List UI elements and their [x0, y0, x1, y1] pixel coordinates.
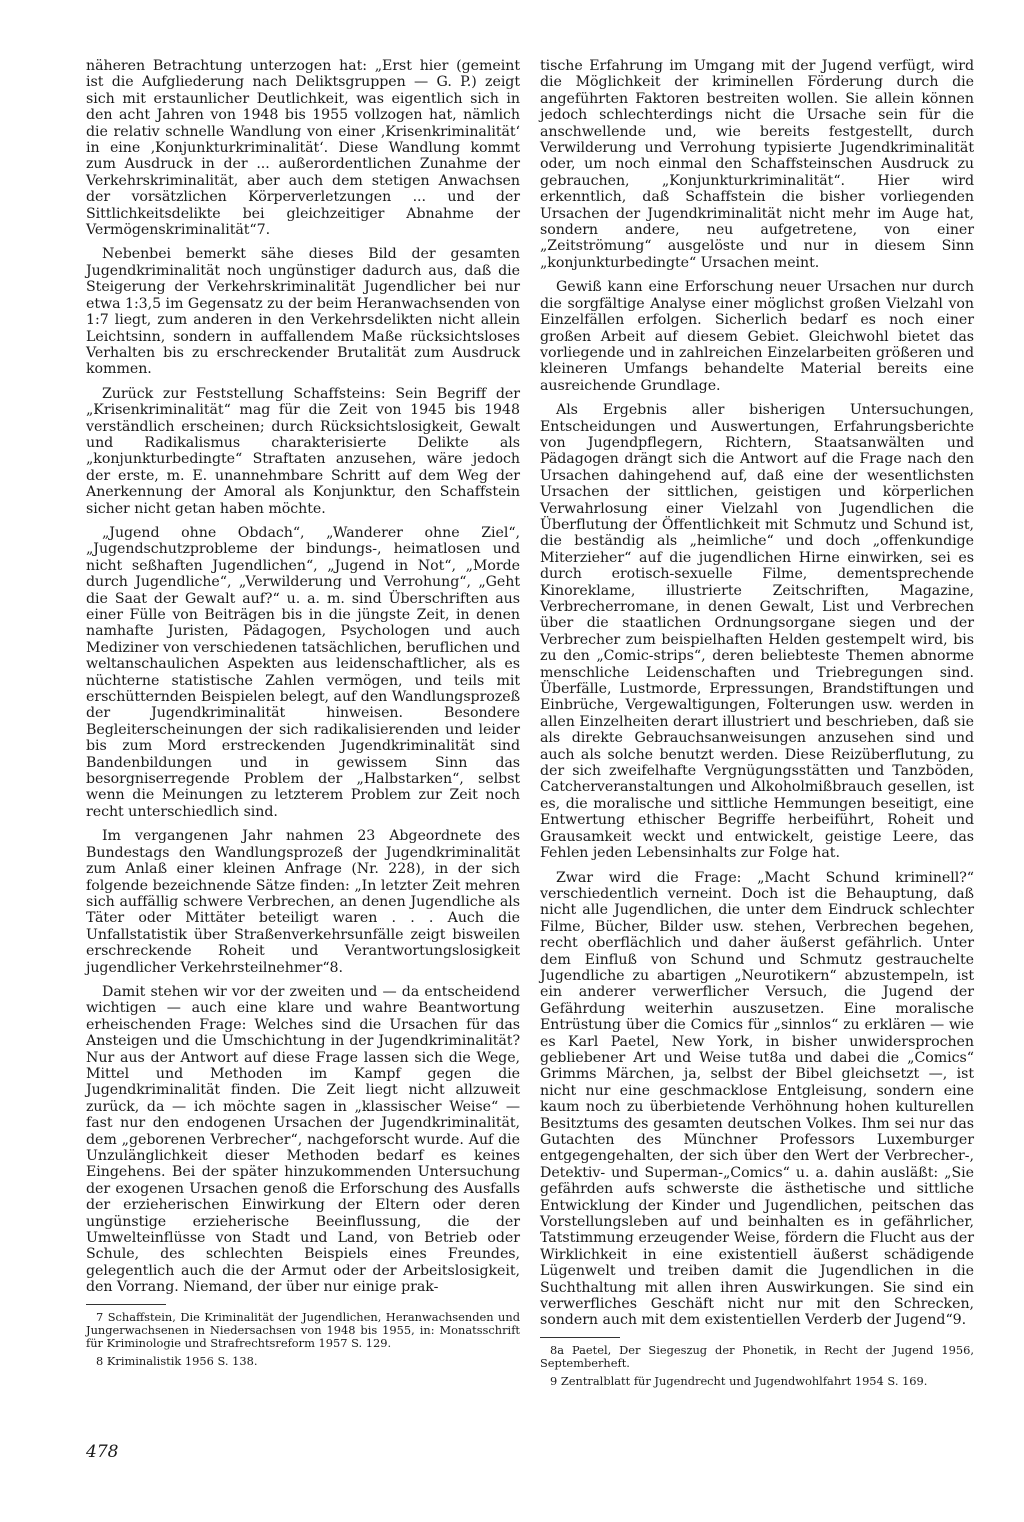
page-number: 478 [86, 1442, 119, 1462]
footnote-divider [86, 1304, 166, 1305]
paragraph: Zwar wird die Frage: „Macht Schund kriminell?“ verschiedentlich verneint. Doch ist die Behauptung, daß nicht alle Jugendlichen, die unter dem Eindruck schlechter Filme, Bücher, Bilder usw. stehen, Verbrechen begehen, recht oberflächlich und daher äußerst gefährlich. Unter dem Einfluß von Schund und Schmutz gestrauchelte Jugendliche zu abartigen „Neurotikern“ abzustempeln, ist ein anderer verwerflicher Versuch, die Jugend der Gefährdung weiterhin auszusetzen. Eine moralische Entrüstung über die Comics für „sinnlos“ zu erklären — wie es Karl Paetel, New York, in bisher unwidersprochen gebliebener Art und Weise tut8a und dabei die „Comics“ Grimms Märchen, ja, selbst der Bibel gleichsetzt —, ist nicht nur eine geschmacklose Entgleisung, sondern eine kaum noch zu überbietende Verhöhnung hohen kulturellen Besitztums des gesamten deutschen Volkes. Ihm sei nur das Gutachten des Münchner Professors Luxemburger entgegengehalten, der sich über den Wert der Verbrecher-, Detektiv- und Superman-„Comics“ u. a. dahin ausläßt: „Sie gefährden aufs schwerste die ästhetische und sittliche Entwicklung der Kinder und Jugendlichen, peitschen das Vorstellungsleben auf und beinhalten es in gefährlicher, Tatstimmung erzeugender Weise, fördern die Flucht aus der Wirklichkeit in eine existentiell äußerst schädigende Lügenwelt und treiben damit die Jugendlichen in die Suchthaltung mit allen ihren Auswirkungen. Sie sind ein verwerfliches Geschäft nicht nur mit den Schrecken, sondern auch mit dem existentiellen Verderb der Jugend“9. [540, 869, 974, 1329]
paragraph: „Jugend ohne Obdach“, „Wanderer ohne Ziel“, „Jugendschutzprobleme der bindungs-, heimatlosen und nicht seßhaften Jugendlichen“, „Jugend in Not“, „Morde durch Jugendliche“, „Verwilderung und Verrohung“, „Geht die Saat der Gewalt auf?“ u. a. m. sind Überschriften aus einer Fülle von Beiträgen bis in die jüngste Zeit, in denen namhafte Juristen, Pädagogen, Psychologen und auch Mediziner von verschiedenen tatsächlichen, beruflichen und weltanschaulichen Aspekten aus leidenschaftlicher, als es nüchterne statistische Zahlen vermögen, und teils mit erschütternden Beispielen belegt, auf den Wandlungsprozeß der Jugendkriminalität hinweisen. Besondere Begleiterscheinungen der sich radikalisierenden und leider bis zum Mord erstreckenden Jugendkriminalität sind Bandenbildungen und in gewissem Sinn das besorgniserregende Problem der „Halbstarken“, selbst wenn die Meinungen zu letzterem Problem zur Zeit noch recht unterschiedlich sind. [86, 524, 520, 820]
paragraph: Gewiß kann eine Erforschung neuer Ursachen nur durch die sorgfältige Analyse einer möglichst großen Vielzahl von Einzelfällen erfolgen. Sicherlich bedarf es noch einer großen Arbeit auf diesem Gebiet. Gleichwohl bietet das vorliegende und in zahlreichen Einzelarbeiten größeren und kleineren Umfangs behandelte Material bereits eine ausreichende Grundlage. [540, 279, 974, 394]
paragraph: Als Ergebnis aller bisherigen Untersuchungen, Entscheidungen und Auswertungen, Erfahrungsberichte von Jugendpflegern, Richtern, Staatsanwälten und Pädagogen drängt sich die Antwort auf die Frage nach den Ursachen dahingehend auf, daß eine der wesentlichsten Ursachen der sittlichen, geistigen und körperlichen Verwahrlosung einer Vielzahl von Jugendlichen die Überflutung der Öffentlichkeit mit Schmutz und Schund ist, die beständig als „heimliche“ und doch „offenkundige Miterzieher“ auf die jugendlichen Hirne einwirken, sei es durch erotisch-sexuelle Filme, dementsprechende Kinoreklame, illustrierte Zeitschriften, Magazine, Verbrecherromane, in denen Gewalt, List und Verbrechen über die staatlichen Ordnungsorgane siegen und der Verbrecher zum beispielhaften Helden gestempelt wird, bis zu den „Comic-strips“, deren beliebteste Themen abnorme menschliche Leidenschaften und Triebregungen sind. Überfälle, Lustmorde, Erpressungen, Brandstiftungen und Einbrüche, Vergewaltigungen, Folterungen usw. werden in allen Einzelheiten derart illustriert und beschrieben, daß sie als direkte Gebrauchsanweisungen anzusehen sind und auch als solche benutzt werden. Diese Reizüberflutung, zu der sich zweifelhafte Vergnügungsstätten und Tanzböden, Catcherveranstaltungen und Alkoholmißbrauch gesellen, ist es, die moralische und sittliche Hemmungen beseitigt, eine Entwertung ethischer Begriffe herbeiführt, Roheit und Grausamkeit weckt und entwickelt, geistige Leere, das Fehlen jeden Lebensinhalts zur Folge hat. [540, 402, 974, 862]
footnote: 8a Paetel, Der Siegeszug der Phonetik, in Recht der Jugend 1956, Septemberheft. [540, 1342, 974, 1371]
paragraph: Nebenbei bemerkt sähe dieses Bild der gesamten Jugendkriminalität noch ungünstiger dadurch aus, daß die Steigerung der Verkehrskriminalität Jugendlicher bei nur etwa 1:3,5 im Gegensatz zu der beim Heranwachsenden von 1:7 liegt, zum anderen in den Verkehrsdelikten nicht allein Leichtsinn, sondern in auffallendem Maße rücksichtsloses Verhalten bis zu erschreckender Brutalität zum Ausdruck kommen. [86, 246, 520, 378]
paragraph: Damit stehen wir vor der zweiten und — da entscheidend wichtigen — auch eine klare und wahre Beantwortung erheischenden Frage: Welches sind die Ursachen für das Ansteigen und die Umschichtung in der Jugendkriminalität? Nur aus der Antwort auf diese Frage lassen sich die Wege, Mittel und Methoden im Kampf gegen die Jugendkriminalität finden. Die Zeit liegt nicht allzuweit zurück, da — ich möchte sagen in „klassischer Weise“ — fast nur den endogenen Ursachen der Jugendkriminalität, dem „geborenen Verbrecher“, nachgeforscht wurde. Auf die Unzulänglichkeit dieser Methoden bedarf es keines Eingehens. Bei der später hinzukommenden Untersuchung der exogenen Ursachen genoß die Erforschung des Ausfalls der erzieherischen Einwirkung der Eltern oder deren ungünstige erzieherische Beeinflussung, die der Umwelteinflüsse von Stadt und Land, von Betrieb oder Schule, des schlechten Beispiels eines Freundes, gelegentlich auch die der Armut oder der Arbeitslosigkeit, den Vorrang. Niemand, der über nur einige prak- [86, 983, 520, 1296]
text-columns [86, 58, 998, 1418]
footnote-divider [540, 1337, 620, 1338]
right-column [540, 58, 974, 1392]
paragraph: näheren Betrachtung unterzogen hat: „Erst hier (gemeint ist die Aufgliederung nach Deliktsgruppen — G. P.) zeigt sich mit erstaunlicher Deutlichkeit, was eigentlich sich in den acht Jahren von 1948 bis 1955 vollzogen hat, nämlich die relativ schnelle Wandlung von einer ‚Krisenkriminalität‘ in eine ‚Konjunkturkriminalität‘. Diese Wandlung kommt zum Ausdruck in der ... außerordentlichen Zunahme der Verkehrskriminalität, aber auch dem stetigen Anwachsen der vorsätzlichen Körperverletzungen ... und der Sittlichkeitsdelikte bei gleichzeitiger Abnahme der Vermögenskriminalität“7. [86, 58, 520, 239]
paragraph: Im vergangenen Jahr nahmen 23 Abgeordnete des Bundestags den Wandlungsprozeß der Jugendkriminalität zum Anlaß einer kleinen Anfrage (Nr. 228), in der sich folgende bezeichnende Sätze finden: „In letzter Zeit mehren sich auffällig schwere Verbrechen, an denen Jugendliche als Täter oder Mittäter beteiligt waren . . . Auch die Unfallstatistik über Straßenverkehrsunfälle zeigt bisweilen erschreckende Roheit und Verantwortungslosigkeit jugendlicher Verkehrsteilnehmer“8. [86, 828, 520, 976]
paragraph: tische Erfahrung im Umgang mit der Jugend verfügt, wird die Möglichkeit der kriminellen Förderung durch die angeführten Faktoren bestreiten wollen. Sie allein können jedoch schlechterdings nicht die Ursache sein für die anschwellende und, wie bereits festgestellt, durch Verwilderung und Verrohung typisierte Jugendkriminalität oder, um noch einmal den Schaffsteinschen Ausdruck zu gebrauchen, „Konjunkturkriminalität“. Hier wird erkenntlich, daß Schaffstein die bisher vorliegenden Ursachen der Jugendkriminalität nicht mehr im Auge hat, sondern andere, neu aufgetretene, von einer „Zeitströmung“ ausgelöste und nur in diesem Sinn „konjunkturbedingte“ Ursachen meint. [540, 58, 974, 271]
footnote: 7 Schaffstein, Die Kriminalität der Jugendlichen, Heranwachsenden und Jungerwachsenen in Niedersachsen von 1948 bis 1955, in: Monatsschrift für Kriminologie und Strafrechtsreform 1957 S. 129. [86, 1309, 520, 1351]
document-page [86, 58, 998, 1478]
footnote: 9 Zentralblatt für Jugendrecht und Jugendwohlfahrt 1954 S. 169. [550, 1373, 928, 1388]
paragraph: Zurück zur Feststellung Schaffsteins: Sein Begriff der „Krisenkriminalität“ mag für die Zeit von 1945 bis 1948 verständlich erscheinen; durch Rücksichtslosigkeit, Gewalt und Radikalismus charakterisierte Delikte als „konjunkturbedingte“ Straftaten anzusehen, wäre jedoch der erste, m. E. unannehmbare Schritt auf dem Weg der Anerkennung der Amoral als Konjunktur, den Schaffstein sicher nicht getan haben möchte. [86, 385, 520, 517]
footnote: 8 Kriminalistik 1956 S. 138. [96, 1353, 258, 1368]
left-column [86, 58, 520, 1372]
